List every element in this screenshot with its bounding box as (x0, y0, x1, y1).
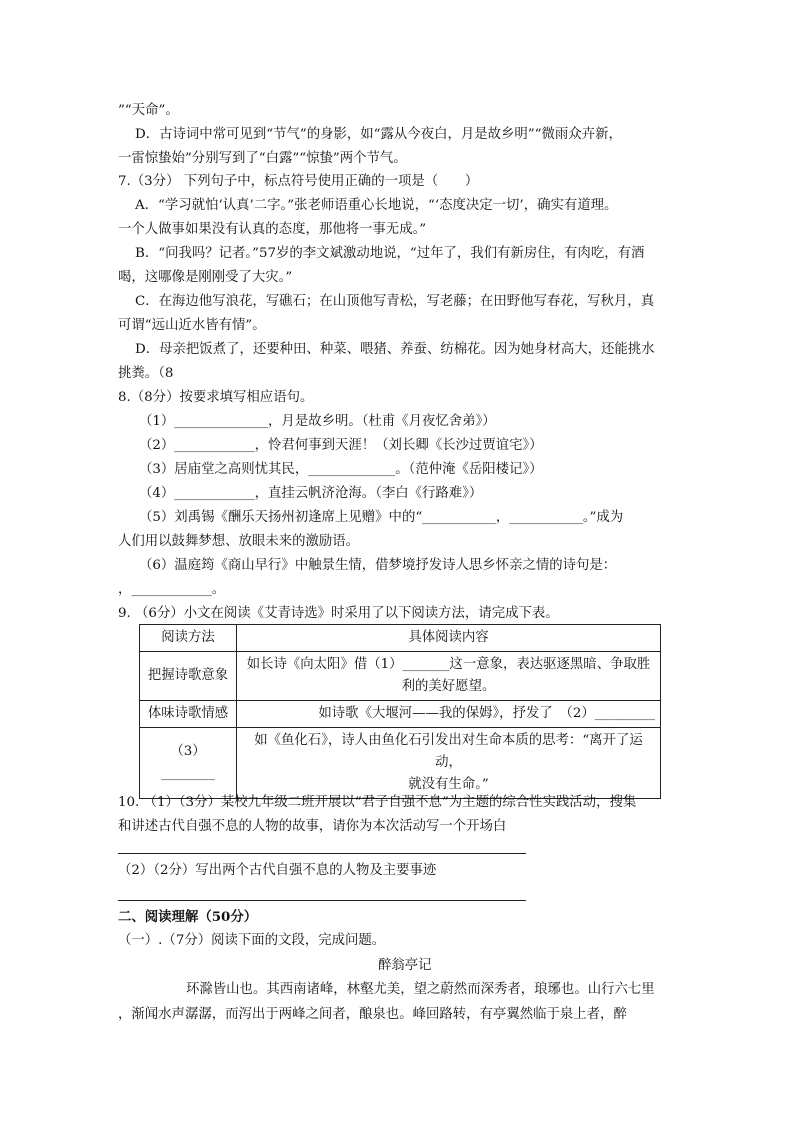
q8-item-2: （2）____________，怜君何事到天涯！（刘长卿《长沙过贾谊宅》） (139, 438, 543, 453)
table-cell: （3）________ (140, 728, 237, 799)
table-row (140, 652, 661, 701)
section-heading: 二、阅读理解（50分） (118, 909, 258, 925)
option-d: D．母亲把饭煮了，还要种田、种菜、喂猪、养蚕、纺棉花。因为她身材高大，还能挑水 (135, 342, 655, 357)
passage-line: 环滁皆山也。其西南诸峰，林壑尤美，望之蔚然而深秀者，琅琊也。山行六七里 (186, 982, 655, 997)
table-header-cell: 具体阅读内容 (237, 625, 661, 652)
passage-line: ，渐闻水声潺潺，而泻出于两峰之间者，酿泉也。峰回路转，有亭翼然临于泉上者，醉 (118, 1007, 627, 1022)
option-c: C．在海边他写浪花，写礁石；在山顶他写青松，写老藤；在田野他写春花，写秋月，真 (135, 294, 655, 309)
table-row (140, 701, 661, 728)
option-c-cont: 可谓“远山近水皆有情”。 (118, 318, 266, 333)
option-a-cont: 一个人做事如果没有认真的态度，那他将一事无成。” (118, 222, 427, 237)
table-cell-line: 如《鱼化石》，诗人由鱼化石引发出对生命本质的思考：“离开了运动， (254, 733, 643, 770)
question-10-stem-cont: 和讲述古代自强不息的人物的故事，请你为本次活动写一个开场白 (118, 819, 507, 834)
table-cell-line: 利的美好愿望。 (401, 679, 496, 694)
question-10-stem: 10. （1）（3分）某校九年级二班开展以“君子自强不息”为主题的综合性实践活动，搜集 (118, 795, 637, 810)
answer-line (118, 900, 526, 901)
q8-item-5-cont: 人们用以鼓舞梦想、放眼未来的激励语。 (118, 534, 360, 549)
option-d-cont: 挑粪。（8 (118, 366, 174, 381)
question-9-stem: 9. （6分）小文在阅读《艾青诗选》时采用了以下阅读方法，请完成下表。 (118, 606, 559, 621)
table-header-cell: 阅读方法 (140, 625, 237, 652)
question-7-stem: 7.（3分） 下列句子中，标点符号使用正确的一项是（ ） (118, 174, 479, 189)
table-cell: 把握诗歌意象 (140, 652, 237, 701)
text-line: 一雷惊蛰始”分别写到了“白露”“惊蛰”两个节气。 (118, 151, 407, 166)
table-row (140, 728, 661, 799)
table-cell: 体味诗歌情感 (140, 701, 237, 728)
option-a: A．“学习就怕‘认真’二字。”张老师语重心长地说，“‘态度决定一切’，确实有道理。 (135, 198, 618, 213)
q8-item-3: （3）居庙堂之高则忧其民，_____________。（范仲淹《岳阳楼记》） (139, 462, 543, 477)
question-10-part-2: （2）（2分）写出两个古代自强不息的人物及主要事迹 (118, 863, 437, 878)
q8-item-6: （6）温庭筠《商山早行》中触景生情，借梦境抒发诗人思乡怀亲之情的诗句是： (139, 558, 617, 573)
q8-item-5: （5）刘禹锡《酬乐天扬州初逢席上见赠》中的“___________，___________。”成为 (139, 510, 624, 525)
table-row (140, 625, 661, 652)
text-line: D．古诗词中常可见到“节气”的身影，如“露从今夜白，月是故乡明”“微雨众卉新， (135, 127, 622, 142)
table-cell: 如诗歌《大堰河——我的保姆》，抒发了 （2）_________ (237, 701, 661, 728)
table-cell (237, 728, 661, 799)
answer-line (118, 853, 526, 854)
q8-item-4: （4）____________，直挂云帆济沧海。（李白《行路难》） (139, 486, 483, 501)
table-cell (237, 652, 661, 701)
option-b: B．“问我吗？记者。”57岁的李文斌激动地说，“过年了，我们有新房住，有肉吃，有酒 (135, 246, 645, 261)
option-b-cont: 喝，这哪像是刚刚受了大灾。” (118, 270, 293, 285)
table-cell-line: 就没有生命。” (408, 777, 489, 792)
reading-method-table (139, 624, 661, 799)
q8-item-1: （1）______________，月是故乡明。（杜甫《月夜忆舍弟》） (139, 414, 496, 429)
passage-title: 醉翁亭记 (378, 958, 432, 973)
question-8-stem: 8.（8分）按要求填写相应语句。 (118, 390, 314, 405)
subsection-heading: （一）.（7分）阅读下面的文段，完成问题。 (118, 933, 386, 948)
table-cell-line: 如长诗《向太阳》借（1）_______这一意象，表达驱逐黑暗、争取胜 (246, 657, 651, 672)
q8-item-6-cont: ，____________。 (118, 582, 226, 597)
text-line: ”“天命”。 (118, 103, 179, 118)
